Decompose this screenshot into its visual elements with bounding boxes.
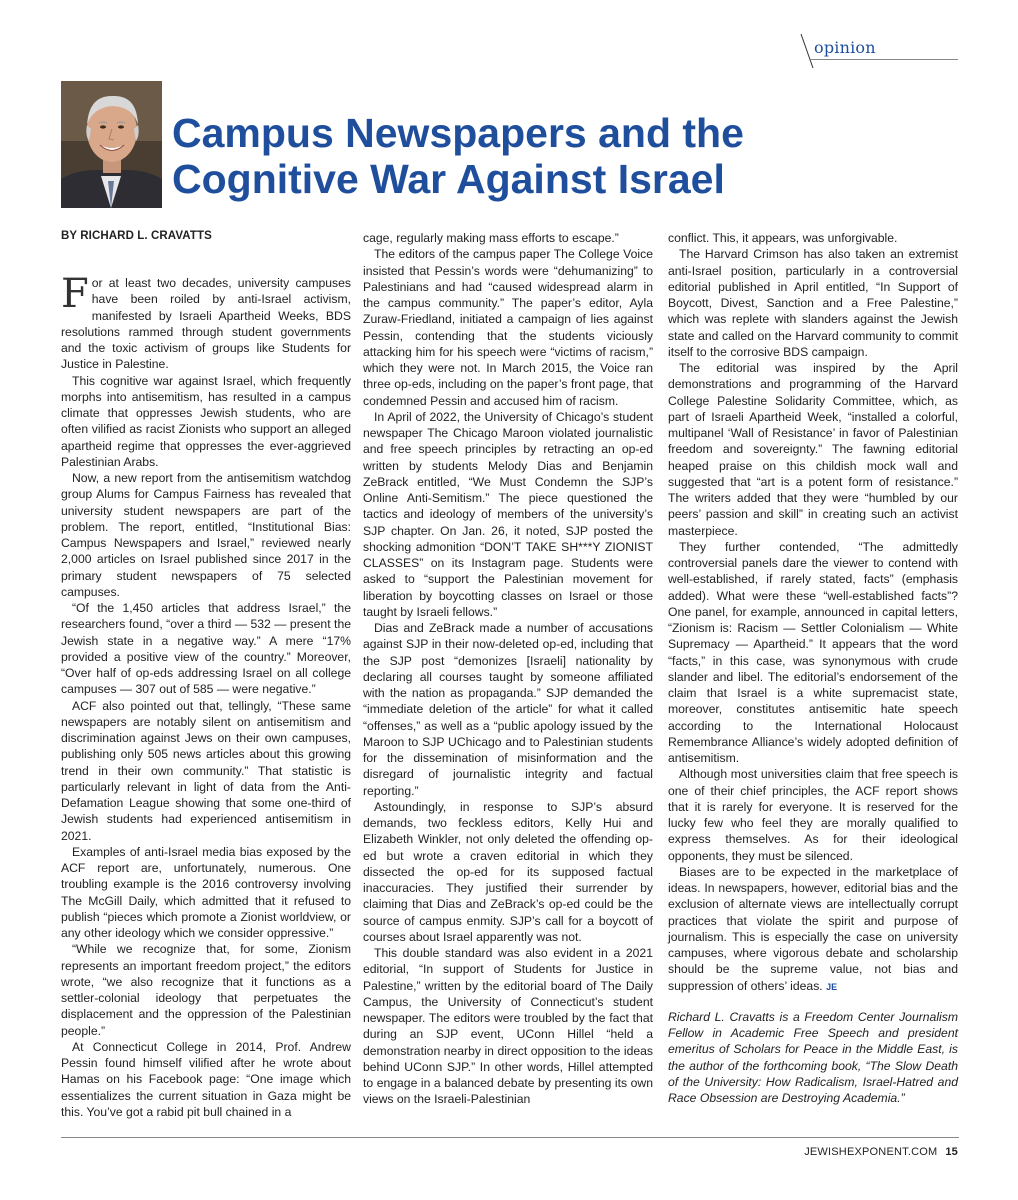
- paragraph: This cognitive war against Israel, which frequently morphs into antisemitism, has resulted in a campus climate that oppresses Jewish students, who are often vilified as racist Zionists who support an alleged apartheid regime that oppresses the ever-aggrieved Palestinian Arabs.: [61, 373, 351, 469]
- paragraph: Biases are to be expected in the marketplace of ideas. In newspapers, however, editorial bias and the exclusion of alternate views are intellectually corrupt practices that violate the spirit and purpose of journalism. This is especially the case on university campuses, where vigorous debate and scholarship should be the supreme value, not bias and suppression of others’ ideas. JE: [668, 864, 958, 993]
- author-bio: Richard L. Cravatts is a Freedom Center Journalism Fellow in Academic Free Speech and president emeritus of Scholars for Peace in the Middle East, is the author of the forthcoming book, “The Slow Death of the University: How Radicalism, Israel-Hatred and Race Obsession are Destroying Academia.”: [668, 1009, 958, 1105]
- paragraph: They further contended, “The admittedly controversial panels dare the viewer to contend with well-established, if rarely stated, facts” (emphasis added). What were these “well-established facts”? One panel, for example, announced in capital letters, “Zionism is: Racism — Settler Colonialism — White Supremacy — Apartheid.” It appears that the word “facts,” in this case, was synonymous with crude slander and libel. The editorial’s endorsement of the claim that Israel is a white supremacist state, moreover, constitutes antisemitic hate speech according to the International Holocaust Remembrance Alliance’s widely adopted definition of antisemitism.: [668, 539, 958, 765]
- headline-line-1: Campus Newspapers and the: [172, 110, 744, 156]
- article-column-1: [61, 271, 351, 1120]
- paragraph: conflict. This, it appears, was unforgivable.: [668, 231, 898, 245]
- paragraph: “While we recognize that, for some, Zionism represents an important freedom project,” the editors wrote, “we also recognize that it functions as a settler-colonial ideology that perpetuates the displacement and the oppression of the Palestinian people.”: [61, 942, 351, 1038]
- end-mark: JE: [826, 981, 838, 992]
- page-number: 15: [945, 1146, 958, 1158]
- footer-site: JEWISHEXPONENT.COM: [804, 1146, 938, 1158]
- paragraph: The editors of the campus paper The College Voice insisted that Pessin’s words were “dehumanizing” to Palestinians and had “caused widespread alarm in the campus community.” The paper’s editor, Ayla Zuraw-Friedland, initiated a campaign of lies against Pessin, contending that the students viciously attacking him for his speech were “victims of racism,” which they were not. In March 2015, the Voice ran three op-eds, including on the paper’s front page, that condemned Pessin and accused him of racism.: [363, 247, 653, 408]
- byline: BY RICHARD L. CRAVATTS: [61, 230, 212, 242]
- page-footer: [804, 1146, 958, 1158]
- slash-mark: [800, 34, 814, 68]
- paragraph: Astoundingly, in response to SJP’s absurd demands, two feckless editors, Kelly Hui and Elizabeth Winkler, not only deleted the offending op-ed but wrote a craven editorial in which they dissected the op-ed for its supposed factual inaccuracies. They justified their surrender by claiming that Dias and ZeBrack’s op-ed could be the source of campus enmity. SJP’s call for a boycott of courses about Israel apparently was not.: [363, 799, 653, 944]
- paragraph: Dias and ZeBrack made a number of accusations against SJP in their now-deleted op-ed, including that the SJP post “demonizes [Israeli] nationality by declaring all courses taught by someone affiliated with the nation as propaganda.” SJP demanded the “immediate deletion of the article” for what it called “offenses,” as well as a “public apology issued by the Maroon to SJP UChicago and to Palestinian students for the dissemination of misinformation and the disregard of journalistic integrity and factual reporting.”: [363, 621, 653, 798]
- dropcap: F: [61, 271, 89, 317]
- author-photo: [61, 81, 162, 208]
- paragraph: This double standard was also evident in a 2021 editorial, “In support of Students for Justice in Palestine,” written by the editorial board of The Daily Campus, the University of Connecticut’s student newspaper. The editors were troubled by the fact that during an SJP event, UConn Hillel “held a demonstration nearby in direct opposition to the ideas behind UConn SJP.” In other words, Hillel attempted to engage in a balanced debate by presenting its own views on the Israeli-Palestinian: [363, 946, 653, 1107]
- paragraph: ACF also pointed out that, tellingly, “These same newspapers are notably silent on antisemitism and discrimination against Jews on their own campuses, publishing only 505 news articles about this growing trend in their own community.” That statistic is particularly relevant in light of data from the Anti-Defamation League showing that some one-third of Jewish students had experienced antisemitism in 2021.: [61, 698, 351, 843]
- section-tag: [800, 34, 958, 64]
- article-column-2: [363, 230, 653, 1108]
- paragraph: Examples of anti-Israel media bias exposed by the ACF report are, unfortunately, numerous. One troubling example is the 2016 controversy involving The McGill Daily, which admitted that it refused to publish “pieces which promote a Zionist worldview, or any other ideology which we consider oppressive.”: [61, 844, 351, 940]
- paragraph: In April of 2022, the University of Chicago’s student newspaper The Chicago Maroon violated journalistic and free speech principles by retracting an op-ed written by students Melody Dias and Benjamin ZeBrack entitled, “We Must Condemn the SJP’s Online Anti-Semitism.” The piece questioned the tactics and ideology of members of the university’s SJP chapter. On Jan. 26, it noted, SJP posted the shocking admonition “DON’T TAKE SH***Y ZIONIST CLASSES” on its Instagram page. Students were asked to “support the Palestinian movement for liberation by boycotting classes on Israel or those taught by Israeli fellows.”: [363, 409, 653, 619]
- article-column-3: [668, 230, 958, 1106]
- paragraph: cage, regularly making mass efforts to escape.”: [363, 231, 619, 245]
- paragraph: “Of the 1,450 articles that address Israel,” the researchers found, “over a third — 532 — present the Jewish state in a negative way.” A mere “17% provided a positive view of the country.” Moreover, “Over half of op-eds addressing Israel on all college campuses — 307 out of 585 — were negative.”: [61, 601, 351, 697]
- paragraph: For at least two decades, university campuses have been roiled by anti-Israel activism, manifested by Israeli Apartheid Weeks, BDS resolutions rammed through student governments and the toxic activism of groups like Students for Justice in Palestine.: [61, 271, 351, 372]
- footer-rule: [61, 1137, 959, 1138]
- paragraph: The Harvard Crimson has also taken an extremist anti-Israel position, particularly in a controversial editorial published in April entitled, “In Support of Boycott, Divest, Sanction and a Free Palestine,” which was replete with slanders against the Jewish state and called on the Harvard community to commit itself to the corrosive BDS campaign.: [668, 247, 958, 359]
- headline-line-2: Cognitive War Against Israel: [172, 156, 725, 202]
- section-label: opinion: [814, 38, 876, 57]
- paragraph: The editorial was inspired by the April demonstrations and programming of the Harvard College Palestine Solidarity Committee, which, as part of Israeli Apartheid Week, “installed a colorful, multipanel ‘Wall of Resistance’ in favor of Palestinian freedom and sovereignty.” The fawning editorial heaped praise on this childish mock wall and suggested that “art is a potent form of resistance.” The writers added that they were “humbled by our peers’ passion and skill” in creating such an activist masterpiece.: [668, 361, 958, 538]
- paragraph: Now, a new report from the antisemitism watchdog group Alums for Campus Fairness has revealed that university student newspapers are part of the problem. The report, entitled, “Institutional Bias: Campus Newspapers and Israel,” reviewed nearly 2,000 articles on Israel published since 2017 in the primary student newspapers of 75 selected campuses.: [61, 471, 351, 599]
- section-rule: [810, 59, 958, 60]
- paragraph: Although most universities claim that free speech is one of their chief principles, the ACF report shows that it is rarely for everyone. It is reserved for the lucky few who feel they are morally qualified to express themselves. As for their ideological opponents, they must be silenced.: [668, 767, 958, 863]
- headline: [172, 110, 972, 202]
- paragraph: At Connecticut College in 2014, Prof. Andrew Pessin found himself vilified after he wrote about Hamas on his Facebook page: “One image which essentializes the current situation in Gaza might be this. You’ve got a rabid pit bull chained in a: [61, 1039, 351, 1119]
